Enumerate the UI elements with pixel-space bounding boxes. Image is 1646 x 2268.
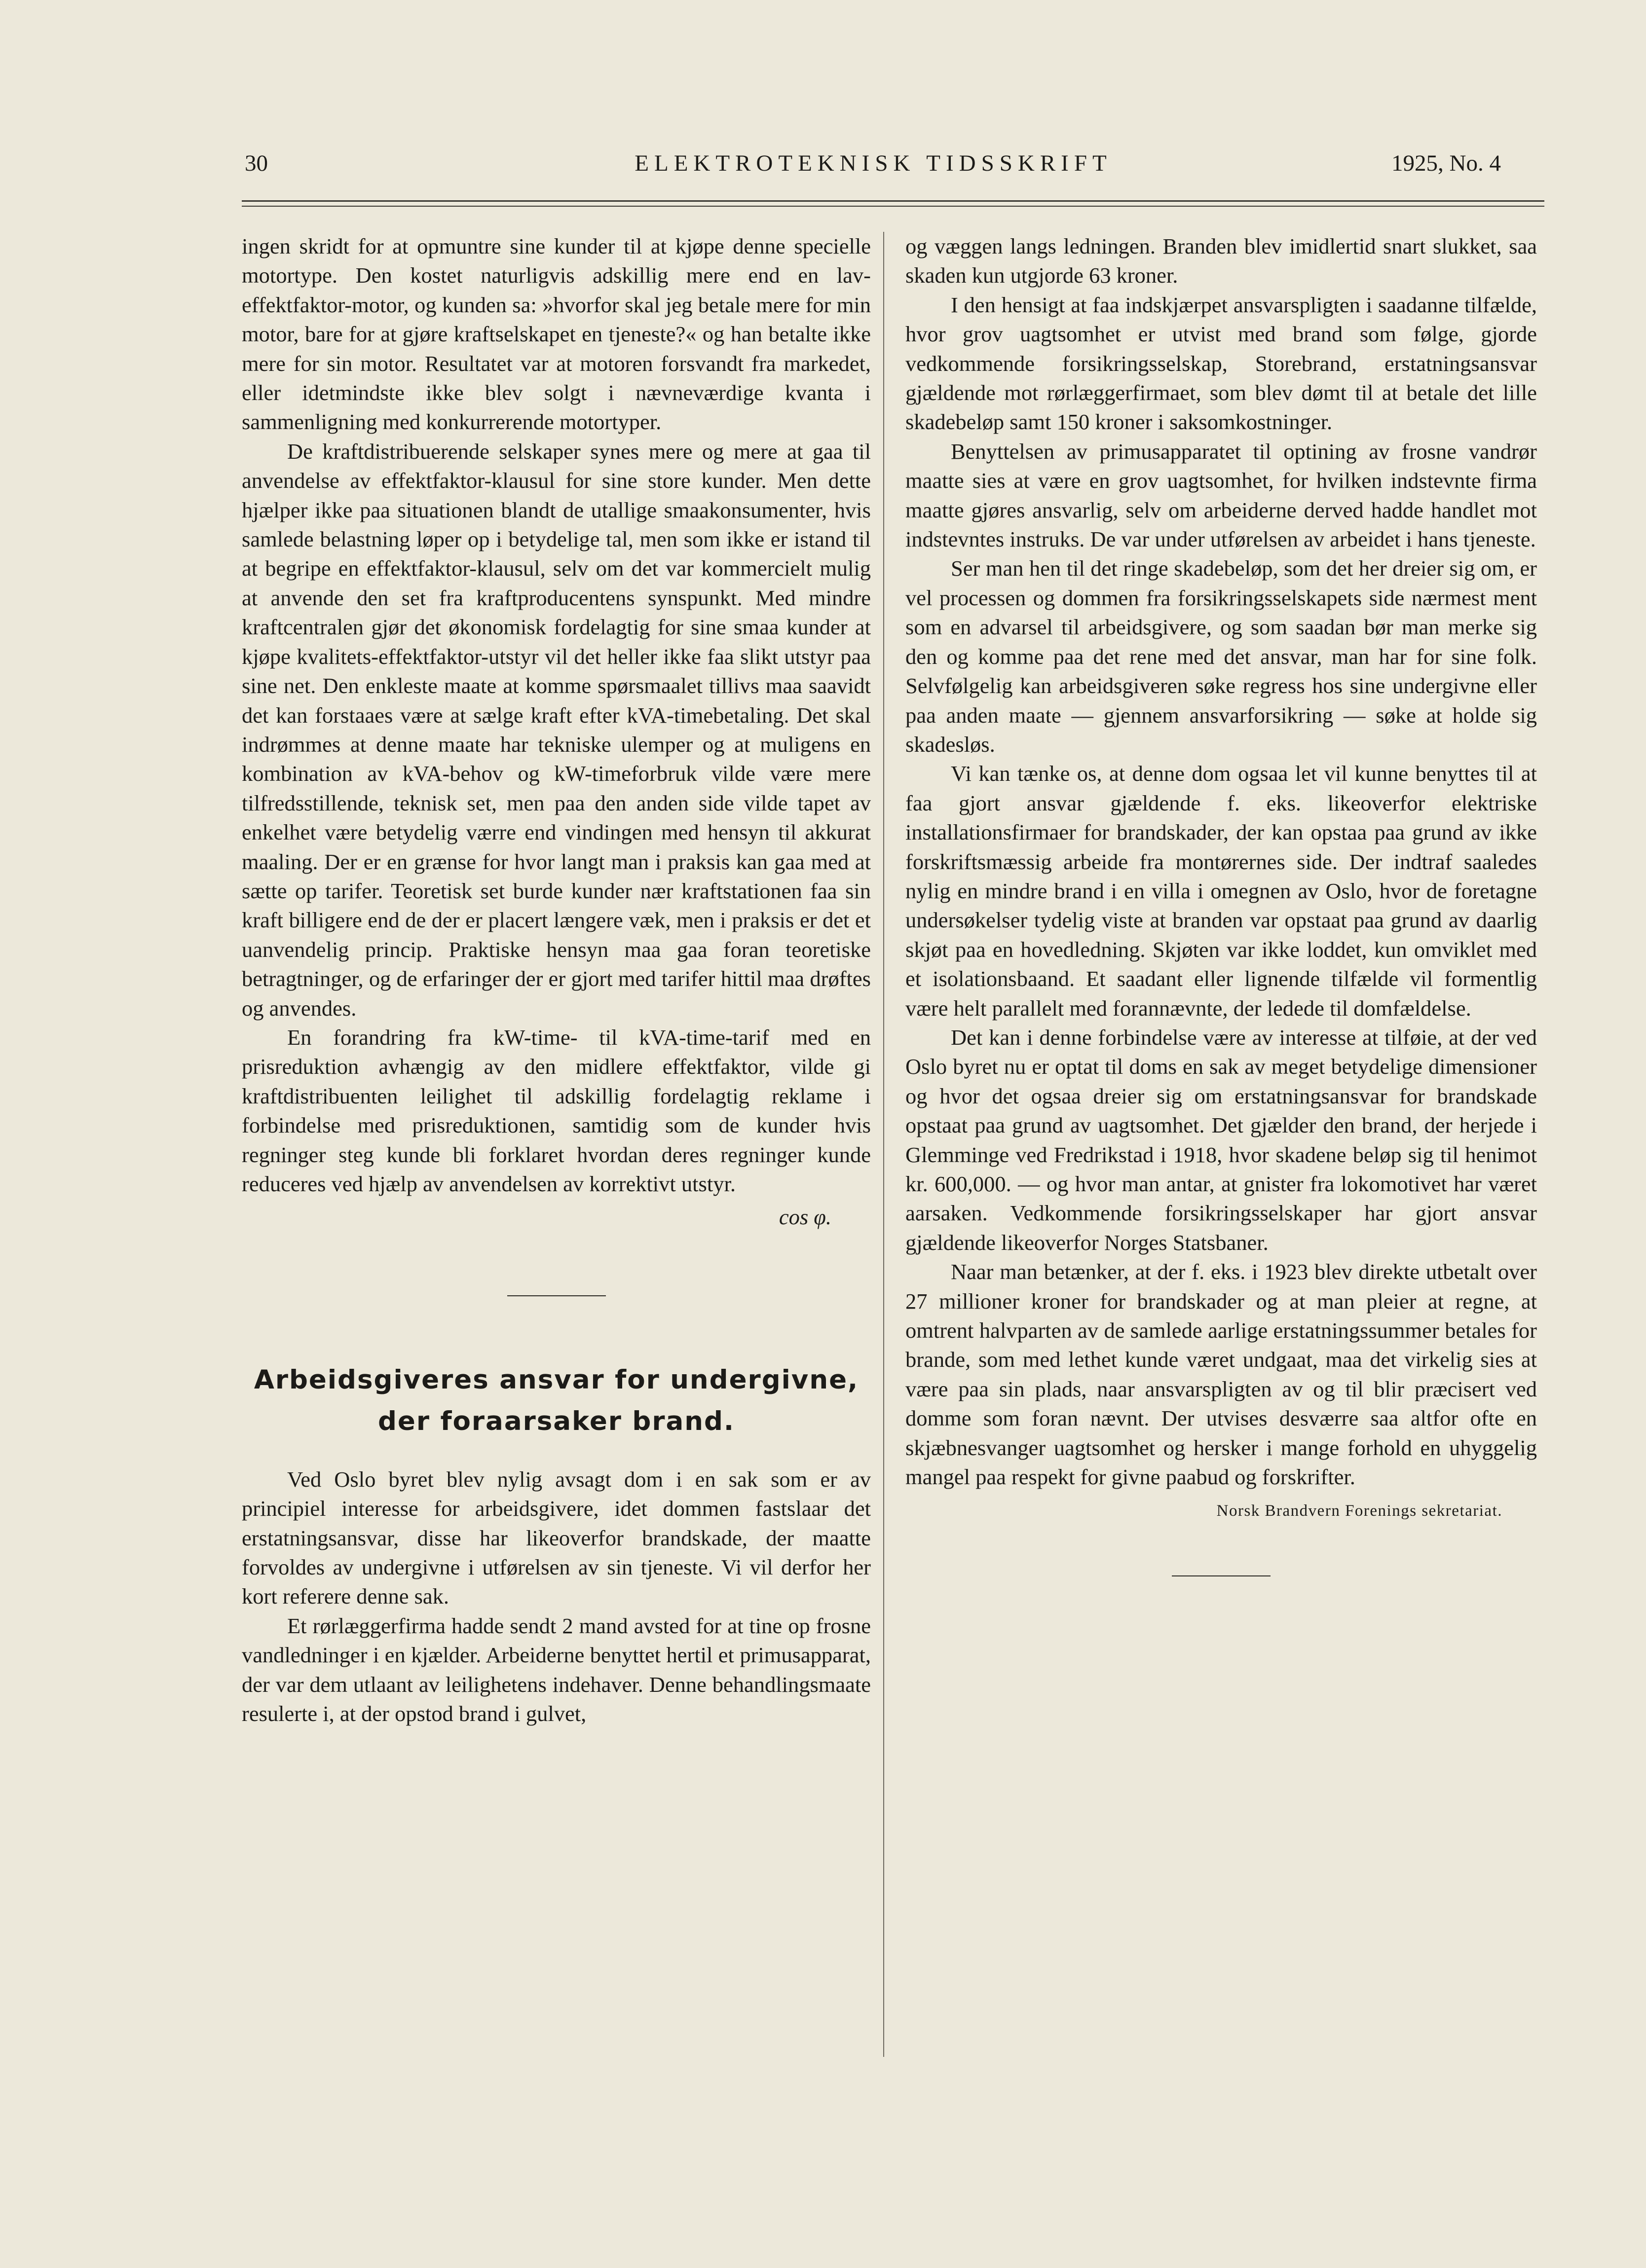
paragraph: Et rørlæggerfirma hadde sendt 2 mand avsted for at tine op frosne vandledninger i en kjælder. Arbeiderne benyttet hertil et primusapparat, der var dem utlaant av leilighetens indehaver. Denne behandlingsmaate resulerte i, at der opstod brand i gulvet, (242, 1613, 871, 1726)
paragraph: og væggen langs ledningen. Branden blev imidlertid snart slukket, saa skaden kun utgjorde 63 kroner. (905, 234, 1537, 288)
page-header (242, 148, 1505, 187)
paragraph: Benyttelsen av primusapparatet til optining av frosne vandrør maatte sies at være en grov uagtsomhet, for hvilken indstevnte firma maatte gjøres ansvarlig, selv om arbeiderne derved hadde handlet mot indstevntes instruks. De var under utførelsen av arbeidet i hans tjeneste. (905, 439, 1537, 552)
section-separator (507, 1295, 606, 1296)
paragraph: I den hensigt at faa indskjærpet ansvarspligten i saadanne tilfælde, hvor grov uagtsomhet er utvist med brand som følge, gjorde vedkommende forsikringsselskap, Storebrand, erstatningsansvar gjældende mot rørlæggerfirmaet, som blev dømt til at betale det lille skadebeløp samt 150 kroner i saksomkostninger. (905, 292, 1537, 435)
paragraph: De kraftdistribuerende selskaper synes mere og mere at gaa til anvendelse av effektfaktor-klausul for sine store kunder. Men dette hjælper ikke paa situationen blandt de utallige smaakonsumenter, hvis samlede belastning løper op i betydelige tal, men som ikke er istand til at begripe en effektfaktor-klausul, selv om det var kommercielt mulig at anvende den set fra kraftproducentens synspunkt. Med mindre kraftcentralen gjør det økonomisk fordelagtig for sine smaa kunder at kjøpe kvalitets-effektfaktor-utstyr vil det heller ikke faa slikt utstyr paa sine net. Den enkleste maate at komme spørsmaalet tillivs maa saavidt det kan forstaaes være at sælge kraft efter kVA-timebetaling. Det skal indrømmes at denne maate har tekniske ulemper og at muligens en kombination av kVA-behov og kW-timeforbruk vilde være mere tilfredsstillende, teknisk set, men paa den anden side vilde tapet av enkelhet være betydelig værre end vindingen med hensyn til akkurat maaling. Der er en grænse for hvor langt man i praksis kan gaa med at sætte op tarifer. Teoretisk set burde kunder nær kraftstationen faa sin kraft billigere end de der er placert længere væk, men i praksis er det et uanvendelig princip. Praktiske hensyn maa gaa foran teoretiske betragtninger, og de erfaringer der er gjort med tarifer hittil maa drøftes og anvendes. (242, 439, 871, 1021)
paragraph: Naar man betænker, at der f. eks. i 1923 blev direkte utbetalt over 27 millioner kroner for brandskader og at man pleier at regne, at omtrent halvparten av de samlede aarlige erstatningssummer betales for brande, som med lethet kunde været undgaat, maa det virkelig sies at være paa sin plads, naar ansvarspligten av og til blir præcisert ved domme som foran nævnt. Der utvises desværre saa altfor ofte en skjæbnesvanger uagtsomhet og hersker i mange forhold en uhyggelig mangel paa respekt for givne paabud og forskrifter. (905, 1259, 1537, 1490)
right-column (905, 232, 1537, 1576)
header-rule-secondary (242, 206, 1544, 207)
column-divider (883, 232, 884, 2057)
journal-title: ELEKTROTEKNISK TIDSSKRIFT (635, 150, 1112, 176)
article-signature: cos φ. (779, 1205, 831, 1230)
paragraph: ingen skridt for at opmuntre sine kunder til at kjøpe denne specielle motortype. Den kostet naturligvis adskillig mere end en lav-effektfaktor-motor, og kunden sa: »hvorfor skal jeg betale mere for min motor, bare for at gjøre kraftselskapet en tjeneste?« og han betalte ikke mere for sin motor. Resultatet var at motoren forsvandt fra markedet, eller idetmindste ikke blev solgt i nævneværdige kvanta i sammenligning med konkurrerende motortyper. (242, 234, 871, 435)
article-title: Arbeidsgiveres ansvar for undergivne, der foraarsaker brand. (254, 1364, 859, 1436)
section-separator (1172, 1575, 1271, 1576)
page-number: 30 (245, 150, 268, 176)
paragraph: Vi kan tænke os, at denne dom ogsaa let vil kunne benyttes til at faa gjort ansvar gjældende f. eks. likeoverfor elektriske installationsfirmaer for brandskader, der kan opstaa paa grund av ikke forskriftsmæssig arbeide fra montørernes side. Der indtraf saaledes nylig en mindre brand i en villa i omegnen av Oslo, hvor de foretagne undersøkelser tydelig viste at branden var opstaat paa grund av daarlig skjøt paa en hovedledning. Skjøten var ikke loddet, kun omviklet med et isolationsbaand. Et saadant eller lignende tilfælde vil formentlig være helt parallelt med forannævnte, der ledede til domfældelse. (905, 761, 1537, 1021)
paragraph: En forandring fra kW-time- til kVA-time-tarif med en prisreduktion avhængig av den midlere effektfaktor, vilde gi kraftdistribuenten leilighet til adskillig fordelagtig reklame i forbindelse med prisreduktionen, samtidig som de kunder hvis regninger steg kunde bli forklaret hvordan deres regninger kunde reduceres ved hjælp av anvendelsen av korrektivt utstyr. (242, 1024, 871, 1196)
paragraph: Ved Oslo byret blev nylig avsagt dom i en sak som er av principiel interesse for arbeidsgivere, idet dommen fastslaar det erstatningsansvar, disse har likeoverfor brandskade, der maatte forvoldes av undergivne i utførelsen av sin tjeneste. Vi vil derfor her kort referere denne sak. (242, 1466, 871, 1609)
paragraph: Ser man hen til det ringe skadebeløp, som det her dreier sig om, er vel processen og dommen fra forsikringsselskapets side nærmest ment som en advarsel til arbeidsgivere, og som saadan bør man merke sig den og komme paa det rene med det ansvar, man har for sine folk. Selvfølgelig kan arbeidsgiveren søke regress hos sine undergivne eller paa anden maate — gjennem ansvarforsikring — søke at holde sig skadesløs. (905, 556, 1537, 757)
header-rule (242, 200, 1544, 202)
paragraph: Det kan i denne forbindelse være av interesse at tilføie, at der ved Oslo byret nu er optat til doms en sak av meget betydelige dimensioner og hvor det ogsaa dreier sig om erstatningsansvar for brandskade opstaat paa grund av uagtsomhet. Det gjælder den brand, der herjede i Glemminge ved Fredrikstad i 1918, hvor skadene beløp sig til henimot kr. 600,000. — og hvor man antar, at gnister fra lokomotivet har været aarsaken. Vedkommende forsikringsselskaper har gjort ansvar gjældende likeoverfor Norges Statsbaner. (905, 1024, 1537, 1255)
left-column (242, 232, 871, 1728)
article-signature: Norsk Brandvern Forenings sekretariat. (1216, 1502, 1502, 1520)
issue-label: 1925, No. 4 (1391, 150, 1501, 176)
